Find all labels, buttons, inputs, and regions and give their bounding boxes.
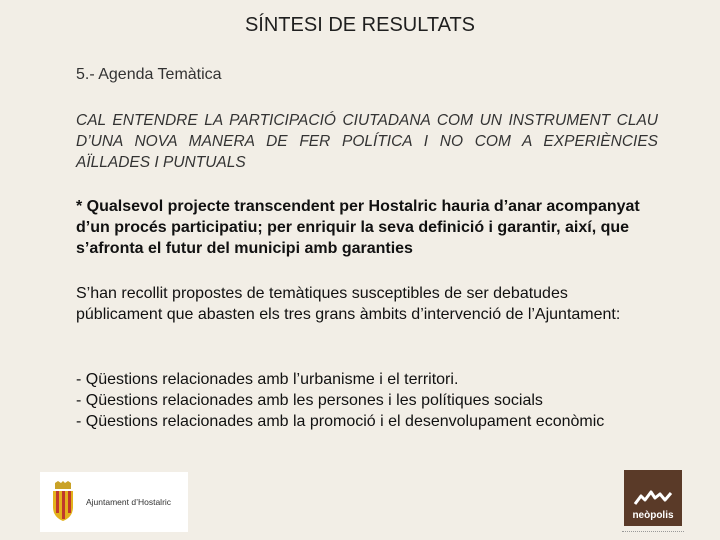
slide-title: SÍNTESI DE RESULTATS — [244, 14, 476, 36]
neopolis-logo — [624, 470, 682, 526]
list-item: - Qüestions relacionades amb la promoció i el desenvolupament econòmic — [76, 413, 605, 430]
coat-of-arms-icon — [50, 481, 76, 523]
ajuntament-name: Ajuntament d’Hostalric — [86, 497, 172, 507]
section-subtitle: 5.- Agenda Temàtica — [76, 66, 222, 83]
neopolis-name: neòpolis — [632, 510, 674, 521]
intro-paragraph: S’han recollit propostes de temàtiques susceptibles de ser debatudes públicament que abasten els tres grans àmbits d’intervenció de l’Ajuntament: — [76, 285, 621, 323]
caps-statement: CAL ENTENDRE LA PARTICIPACIÓ CIUTADANA COM UN INSTRUMENT CLAU D’UNA NOVA MANERA DE FER POLÍTICA I NO COM A EXPERIÈNCIES AÏLLADES I PUNTUALS — [76, 112, 658, 171]
list-item: - Qüestions relacionades amb les persones i les polítiques socials — [76, 392, 543, 409]
topics-list — [76, 369, 658, 432]
ajuntament-logo — [40, 472, 188, 532]
bold-statement: * Qualsevol projecte transcendent per Hostalric hauria d’anar acompanyat d’un procés participatiu; per enriquir la seva definició i garantir, així, que s’afronta el futur del municipi amb garanties — [76, 198, 640, 257]
list-item: - Qüestions relacionades amb l’urbanisme i el territori. — [76, 371, 459, 388]
skyline-icon — [633, 488, 673, 506]
divider — [622, 531, 684, 533]
